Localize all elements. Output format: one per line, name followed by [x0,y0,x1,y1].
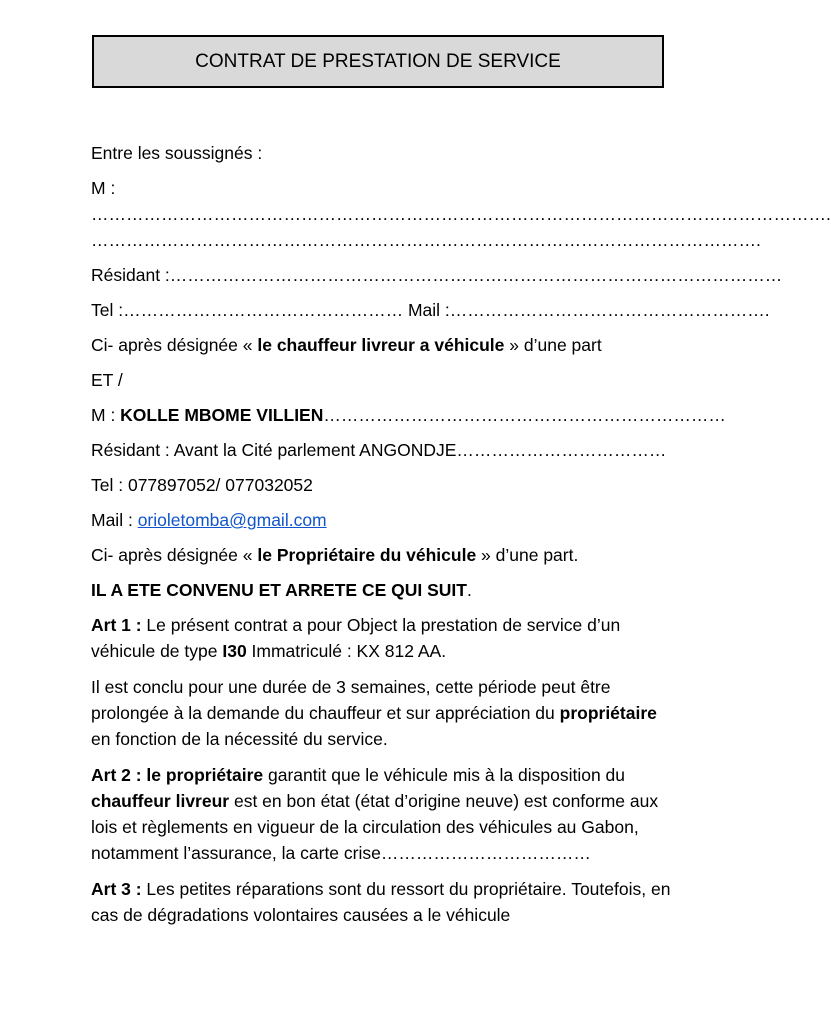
article-1-label: Art 1 : [91,615,142,635]
article-1-text-1: Le présent contrat a pour Object la prestation de service d’un véhicule de type [91,615,621,661]
party1-designation-role: le chauffeur livreur a véhicule [257,335,505,355]
article-2-bold: chauffeur livreur [91,791,230,811]
article-1-text-2: Immatriculé : KX 812 AA. [246,641,447,661]
party2-designation [91,542,681,568]
duration-text-2: en fonction de la nécessité du service. [91,729,388,749]
party1-residant: Résidant :…………………………………………………………………………………………… [91,265,783,285]
agreement-heading [91,577,681,603]
article-1 [91,612,681,664]
party2-mail-link[interactable]: orioletomba@gmail.com [137,510,327,530]
party1-designation-pre: Ci- après désignée « [91,335,258,355]
article-3 [91,876,681,928]
party1-m-label: M : [91,178,116,198]
party1-name-dots-1: ………………………………………………………………………………………………………………. [91,204,831,224]
article-2-text-2: est en bon état (état d’origine neuve) est conforme aux lois et règlements en vigueur de la circulation des véhicules au Gabon, notamment l’assurance, la carte crise……………………………… [91,791,659,863]
intro-line: Entre les soussignés : [91,143,263,163]
article-1-model: I30 [222,641,247,661]
party2-name: KOLLE MBOME VILLIEN [120,405,324,425]
party1-tel-mail: Tel :………………………………………… Mail :………………………………………………. [91,300,770,320]
party1-designation [91,332,681,358]
et-separator: ET / [91,370,123,390]
party1-name-dots-2: ……………………………………………………………………………………………………. [91,230,761,250]
party2-mail-label: Mail : [91,510,138,530]
document-body [91,140,831,938]
party2-name-line [91,402,726,428]
document-title [92,35,664,88]
article-3-text-1: Les petites réparations sont du ressort du propriétaire. Toutefois, en cas de dégradations volontaires causées a le véhicule [91,879,671,925]
party2-designation-role: le Propriétaire du véhicule [257,545,477,565]
party2-mail-line [91,507,681,533]
article-2-text-1: garantit que le véhicule mis à la disposition du [263,765,626,785]
duration-text-1: Il est conclu pour une durée de 3 semaines, cette période peut être prolongée à la demande du chauffeur et sur appréciation du [91,677,611,723]
article-2-label: Art 2 : le propriétaire [91,765,264,785]
party2-m-label: M : [91,405,121,425]
duration-bold: propriétaire [559,703,657,723]
party1-designation-post: » d’une part [504,335,602,355]
party2-name-dots: …………………………………………………………… [323,405,726,425]
party2-designation-post: » d’une part. [476,545,579,565]
article-2 [91,762,681,866]
party2-residant: Résidant : Avant la Cité parlement ANGONDJE……………………………… [91,440,667,460]
party2-designation-pre: Ci- après désignée « [91,545,258,565]
document-title-text: CONTRAT DE PRESTATION DE SERVICE [195,50,561,72]
article-3-label: Art 3 : [91,879,142,899]
party2-tel: Tel : 077897052/ 077032052 [91,475,313,495]
agreement-heading-text: IL A ETE CONVENU ET ARRETE CE QUI SUIT [91,580,467,600]
agreement-heading-period: . [466,580,472,600]
duration-paragraph [91,674,681,752]
